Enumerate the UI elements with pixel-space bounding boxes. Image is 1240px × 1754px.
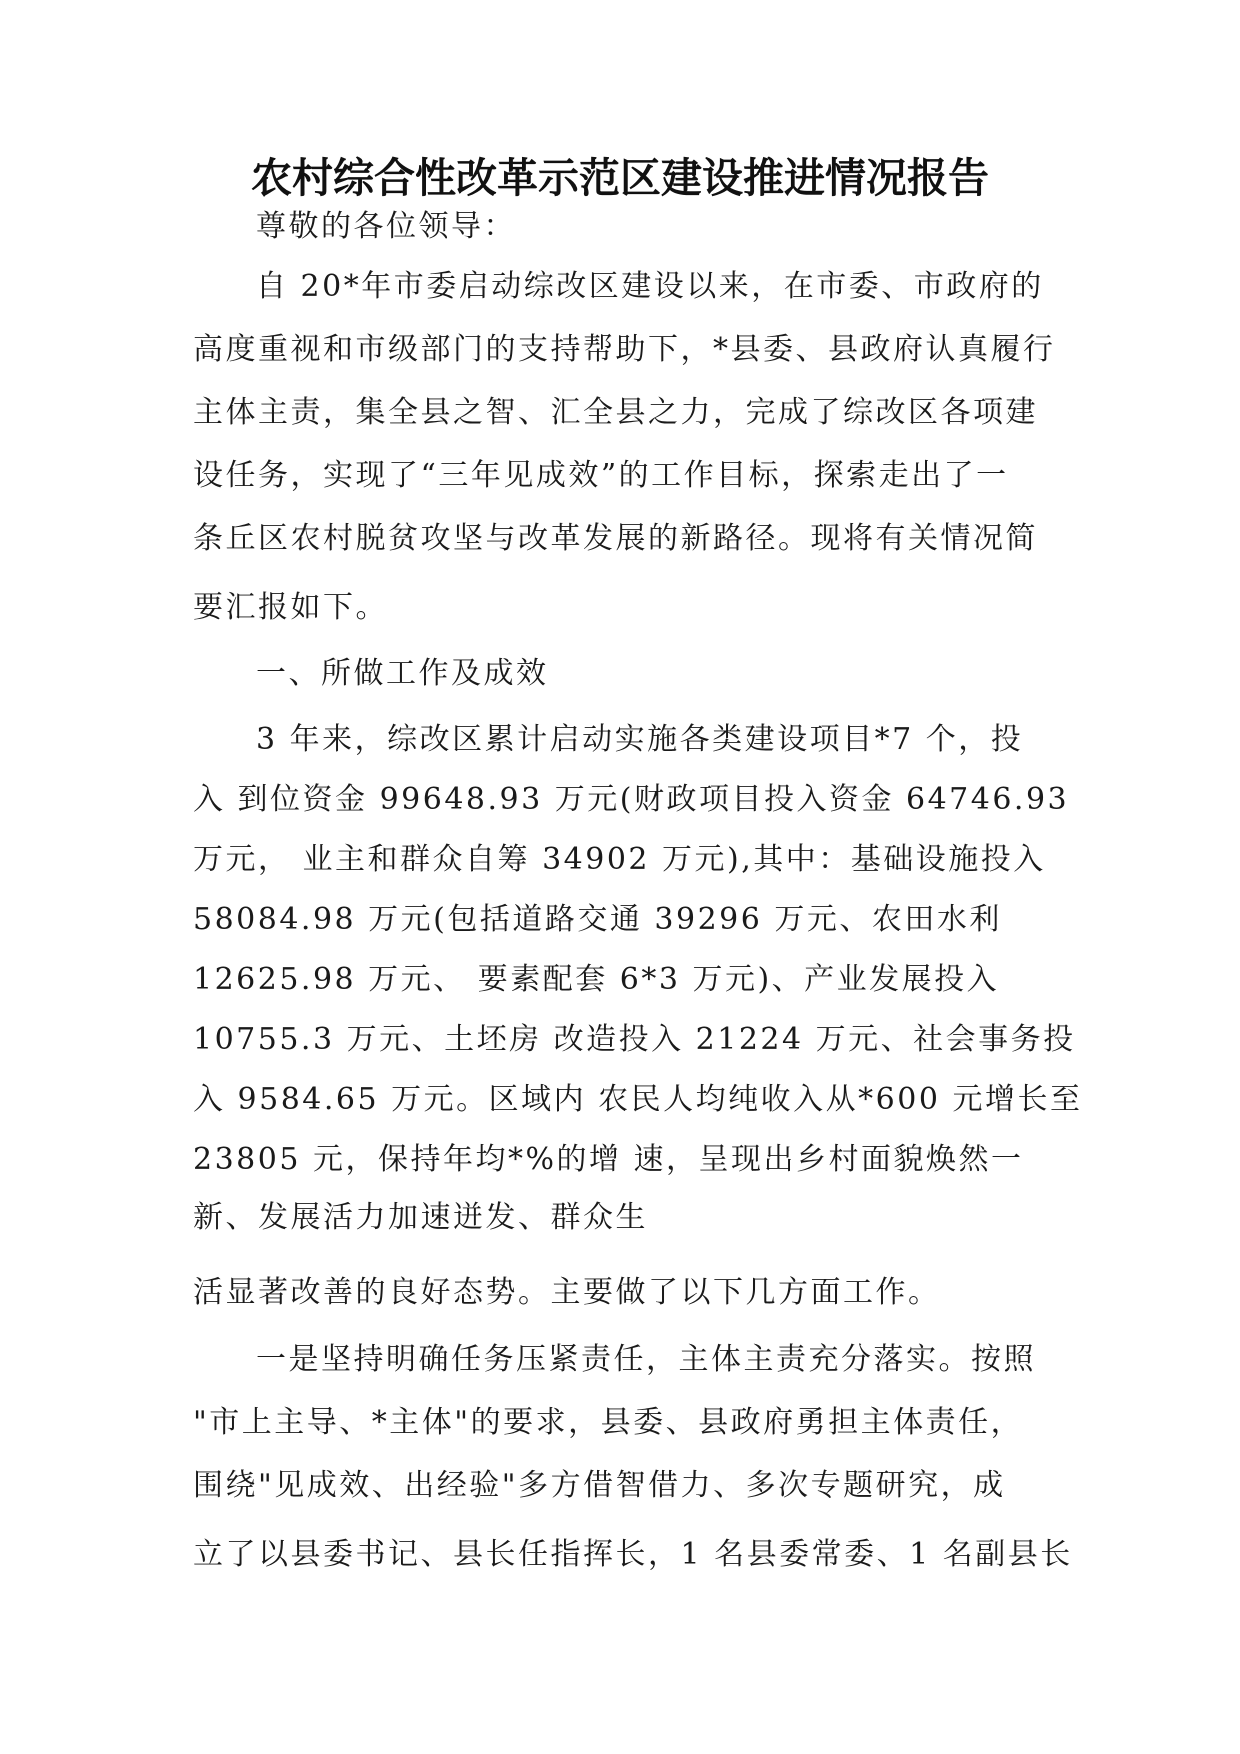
salutation: 尊敬的各位领导： <box>256 209 516 244</box>
document-title: 农村综合性改革示范区建设推进情况报告 <box>251 154 989 202</box>
paragraph-line: 主体主责，集全县之智、汇全县之力，完成了综改区各项建 <box>193 395 1038 430</box>
section-heading: 一、所做工作及成效 <box>256 656 549 691</box>
paragraph-line: 活显著改善的良好态势。主要做了以下几方面工作。 <box>193 1275 941 1310</box>
paragraph-line: 58084.98 万元(包括道路交通 39296 万元、农田水利 <box>193 902 1002 937</box>
paragraph-line: 围绕"见成效、出经验"多方借智借力、多次专题研究，成 <box>193 1468 1006 1503</box>
paragraph-line: 立了以县委书记、县长任指挥长，1 名县委常委、1 名副县长 <box>193 1537 1073 1572</box>
paragraph-line: 10755.3 万元、土坯房 改造投入 21224 万元、社会事务投 <box>193 1022 1076 1057</box>
paragraph-line: 新、发展活力加速迸发、群众生 <box>193 1200 648 1235</box>
paragraph-line: 条丘区农村脱贫攻坚与改革发展的新路径。现将有关情况简 <box>193 521 1038 556</box>
paragraph-line: 设任务，实现了“三年见成效”的工作目标，探索走出了一 <box>193 458 1009 493</box>
paragraph-line: "市上主导、*主体"的要求，县委、县政府勇担主体责任， <box>193 1405 1024 1440</box>
paragraph-line: 12625.98 万元、 要素配套 6*3 万元)、产业发展投入 <box>193 962 1000 997</box>
paragraph-line: 23805 元，保持年均*%的增 速，呈现出乡村面貌焕然一 <box>193 1142 1024 1177</box>
paragraph-line: 高度重视和市级部门的支持帮助下，*县委、县政府认真履行 <box>193 332 1056 367</box>
paragraph-line: 3 年来，综改区累计启动实施各类建设项目*7 个，投 <box>256 722 1024 757</box>
paragraph-line: 自 20*年市委启动综改区建设以来，在市委、市政府的 <box>256 269 1044 304</box>
paragraph-line: 一是坚持明确任务压紧责任，主体主责充分落实。按照 <box>256 1342 1036 1377</box>
paragraph-line: 要汇报如下。 <box>193 590 388 625</box>
paragraph-line: 万元， 业主和群众自筹 34902 万元),其中：基础设施投入 <box>193 842 1046 877</box>
paragraph-line: 入 到位资金 99648.93 万元(财政项目投入资金 64746.93 <box>193 782 1070 817</box>
paragraph-line: 入 9584.65 万元。区域内 农民人均纯收入从*600 元增长至 <box>193 1082 1083 1117</box>
